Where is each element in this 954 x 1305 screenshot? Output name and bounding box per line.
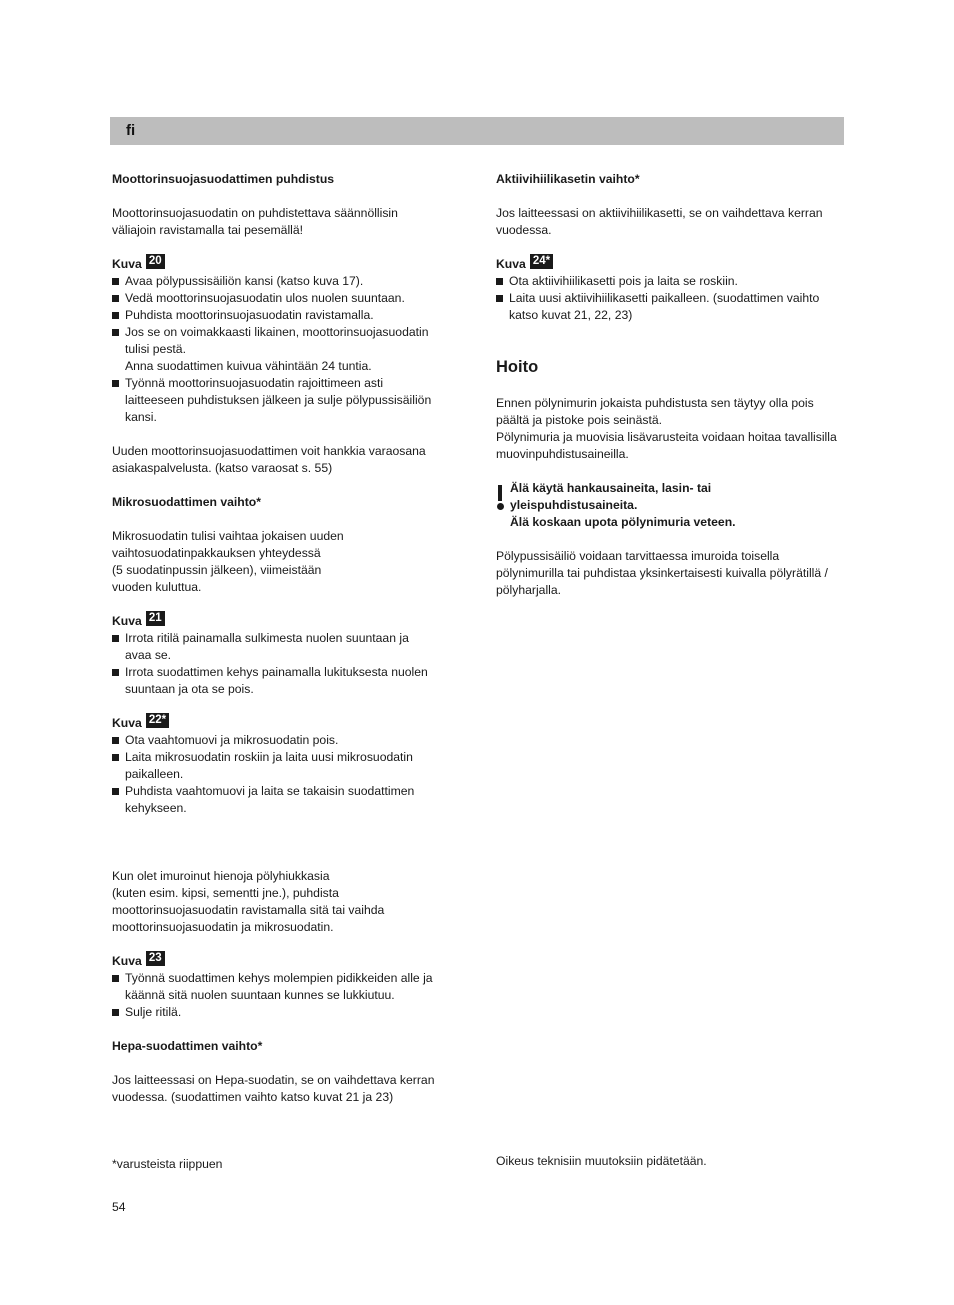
- micro-filter-steps-22: [112, 732, 460, 817]
- list-item: Vedä moottorinsuojasuodatin ulos nuolen suuntaan.: [112, 290, 460, 307]
- bullet-square-icon: [112, 312, 119, 319]
- bullet-square-icon: [112, 737, 119, 744]
- paragraph-micro-filter-intro: Mikrosuodatin tulisi vaihtaa jokaisen uuden vaihtosuodatinpakkauksen yhteydessä (5 suodatinpussin jälkeen), viimeistään vuoden kuluttua.: [112, 529, 344, 594]
- bullet-square-icon: [112, 278, 119, 285]
- section-title-care: Hoito: [496, 358, 539, 376]
- figure-ref-23: Kuva 23: [112, 953, 460, 970]
- figure-number-badge: 23: [146, 951, 165, 966]
- bullet-square-icon: [496, 295, 503, 302]
- list-item: Työnnä suodattimen kehys molempien pidikkeiden alle ja käännä sitä nuolen suuntaan kunnes se lukkiutuu.: [112, 970, 460, 1004]
- bullet-square-icon: [496, 278, 503, 285]
- list-item: Irrota suodattimen kehys painamalla lukituksesta nuolen suuntaan ja ota se pois.: [112, 664, 460, 698]
- figure-ref-20: Kuva 20: [112, 256, 460, 273]
- figure-number-badge: 20: [146, 254, 165, 269]
- warning-note: Älä käytä hankausaineita, lasin- tai yleispuhdistusaineita. Älä koskaan upota pölynimuria veteen.: [496, 480, 846, 531]
- micro-filter-steps-21: [112, 630, 460, 698]
- section-title-carbon-cassette: Aktiivihiilikasetin vaihto*: [496, 172, 640, 186]
- figure-number-badge: 21: [146, 611, 165, 626]
- figure-ref-22: Kuva 22*: [112, 715, 460, 732]
- language-code: fi: [126, 122, 136, 139]
- bullet-square-icon: [112, 975, 119, 982]
- bullet-square-icon: [112, 329, 119, 336]
- bullet-square-icon: [112, 788, 119, 795]
- list-item: Ota aktiivihiilikasetti pois ja laita se roskiin.: [496, 273, 846, 290]
- list-item: Puhdista vaahtomuovi ja laita se takaisin suodattimen kehykseen.: [112, 783, 460, 817]
- list-item: Puhdista moottorinsuojasuodatin ravistamalla.: [112, 307, 460, 324]
- section-title-micro-filter: Mikrosuodattimen vaihto*: [112, 495, 261, 509]
- list-item: Sulje ritilä.: [112, 1004, 460, 1021]
- footnote: *varusteista riippuen: [112, 1157, 223, 1171]
- bullet-square-icon: [112, 669, 119, 676]
- list-item: Työnnä moottorinsuojasuodatin rajoittimeen asti laitteeseen puhdistuksen jälkeen ja sulje pölypussisäiliön kansi.: [112, 375, 460, 426]
- left-column: [112, 171, 460, 1106]
- section-title-motor-filter: Moottorinsuojasuodattimen puhdistus: [112, 172, 335, 186]
- list-item: Irrota ritilä painamalla sulkimesta nuolen suuntaan ja avaa se.: [112, 630, 460, 664]
- paragraph-motor-filter-intro: Moottorinsuojasuodatin on puhdistettava säännöllisin väliajoin ravistamalla tai pesemällä!: [112, 206, 398, 237]
- motor-filter-steps: [112, 273, 460, 426]
- section-title-hepa-filter: Hepa-suodattimen vaihto*: [112, 1039, 263, 1053]
- paragraph-care-intro: Ennen pölynimurin jokaista puhdistusta sen täytyy olla pois päältä ja pistoke pois seinästä. Pölynimuria ja muovisia lisävarusteita voidaan hoitaa tavallisilla muovinpuhdistusaineilla.: [496, 396, 837, 461]
- right-column: [496, 171, 846, 599]
- figure-ref-24: Kuva 24*: [496, 256, 846, 273]
- page-number: 54: [112, 1200, 126, 1214]
- bullet-square-icon: [112, 295, 119, 302]
- carbon-cassette-steps: [496, 273, 846, 324]
- exclamation-icon: [496, 485, 504, 511]
- paragraph-hepa-filter: Jos laitteessasi on Hepa-suodatin, se on vaihdettava kerran vuodessa. (suodattimen vaihto katso kuvat 21 ja 23): [112, 1073, 435, 1104]
- paragraph-spare-part: Uuden moottorinsuojasuodattimen voit hankkia varaosana asiakaspalvelusta. (katso varaosat s. 55): [112, 444, 426, 475]
- list-item: Ota vaahtomuovi ja mikrosuodatin pois.: [112, 732, 460, 749]
- figure-ref-21: Kuva 21: [112, 613, 460, 630]
- bullet-square-icon: [112, 754, 119, 761]
- figure-number-badge: 22*: [146, 713, 169, 728]
- list-item: Jos se on voimakkaasti likainen, moottorinsuojasuodatin tulisi pestä. Anna suodattimen kuivua vähintään 24 tuntia.: [112, 324, 460, 375]
- bullet-square-icon: [112, 635, 119, 642]
- paragraph-fine-dust: Kun olet imuroinut hienoja pölyhiukkasia (kuten esim. kipsi, sementti jne.), puhdista moottorinsuojasuodatin ravistamalla sitä tai vaihda moottorinsuojasuodatin ja mikrosuodatin.: [112, 869, 385, 934]
- frame-steps-23: [112, 970, 460, 1021]
- paragraph-container-cleaning: Pölypussisäiliö voidaan tarvittaessa imuroida toisella pölynimurilla tai puhdistaa yksinkertaisesti kuivalla pölyrätillä / pölyharjalla.: [496, 549, 828, 597]
- list-item: Laita uusi aktiivihiilikasetti paikalleen. (suodattimen vaihto katso kuvat 21, 22, 23): [496, 290, 846, 324]
- list-item: Avaa pölypussisäiliön kansi (katso kuva 17).: [112, 273, 460, 290]
- bullet-square-icon: [112, 380, 119, 387]
- paragraph-carbon-cassette: Jos laitteessasi on aktiivihiilikasetti, se on vaihdettava kerran vuodessa.: [496, 206, 823, 237]
- rights-notice: Oikeus teknisiin muutoksiin pidätetään.: [496, 1154, 707, 1168]
- bullet-square-icon: [112, 1009, 119, 1016]
- figure-number-badge: 24*: [530, 254, 553, 269]
- list-item: Laita mikrosuodatin roskiin ja laita uusi mikrosuodatin paikalleen.: [112, 749, 460, 783]
- language-header-bar: [110, 117, 844, 145]
